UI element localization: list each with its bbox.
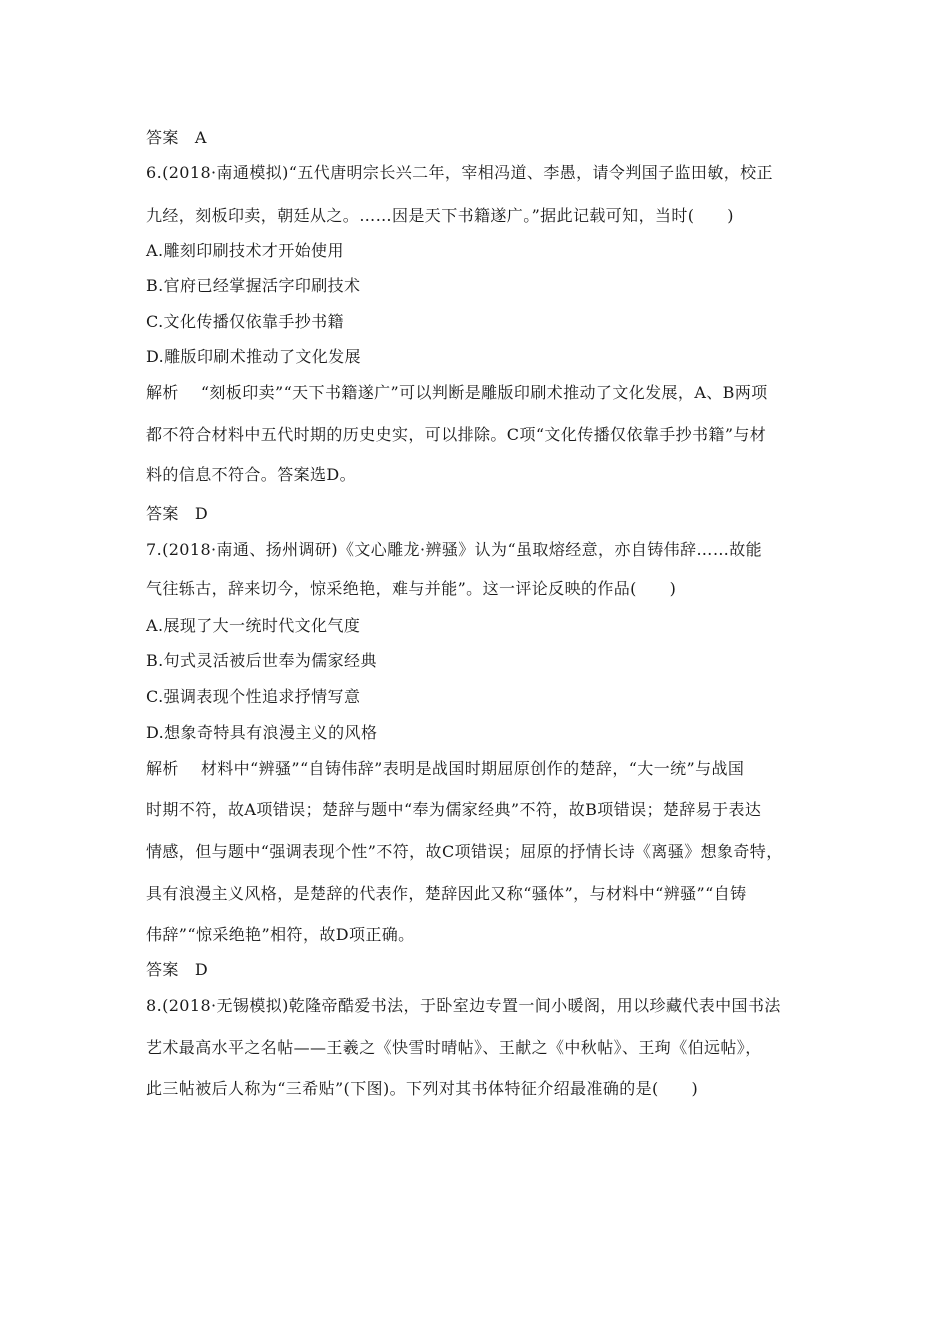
answer-label: 答案: [146, 504, 179, 523]
explanation-7-line-5: 伟辞”“惊采绝艳”相符，故D项正确。: [146, 925, 415, 944]
explanation-6-line-2: 都不符合材料中五代时期的历史史实，可以排除。C项“文化传播仅依靠手抄书籍”与材: [146, 425, 767, 444]
question-6-option-d: D.雕版印刷术推动了文化发展: [146, 347, 361, 366]
explanation-label: 解析: [146, 759, 179, 778]
explanation-7-line-3: 情感，但与题中“强调表现个性”不符，故C项错误；屈原的抒情长诗《离骚》想象奇特，: [146, 842, 783, 861]
answer-value: A: [194, 128, 207, 147]
question-6-option-c: C.文化传播仅依靠手抄书籍: [146, 312, 344, 331]
question-7-line-1: 7.(2018·南通、扬州调研)《文心雕龙·辨骚》认为“虽取熔经意，亦自铸伟辞……故能: [146, 540, 763, 559]
explanation-7-line-1: [146, 759, 744, 779]
explanation-label: 解析: [146, 383, 179, 402]
question-7-option-b: B.句式灵活被后世奉为儒家经典: [146, 651, 377, 670]
answer-5: [146, 128, 207, 148]
question-7-line-2: 气往轹古，辞来切今，惊采绝艳，难与并能”。这一评论反映的作品( ): [146, 579, 677, 598]
answer-value: D: [194, 504, 209, 523]
question-6-option-a: A.雕刻印刷技术才开始使用: [146, 241, 344, 260]
question-6-option-b: B.官府已经掌握活字印刷技术: [146, 276, 361, 295]
explanation-6-line-1: [146, 383, 768, 403]
question-6-line-1: 6.(2018·南通模拟)“五代唐明宗长兴二年，宰相冯道、李愚，请令判国子监田敏，校正: [146, 163, 773, 182]
answer-label: 答案: [146, 128, 179, 147]
question-8-line-2: 艺术最高水平之名帖——王羲之《快雪时晴帖》、王献之《中秋帖》、王珣《伯远帖》，: [146, 1038, 762, 1057]
answer-label: 答案: [146, 960, 179, 979]
answer-6: [146, 504, 208, 524]
explanation-text: “刻板印卖”“天下书籍遂广”可以判断是雕版印刷术推动了文化发展，A、B两项: [200, 383, 768, 402]
explanation-text: 材料中“辨骚”“自铸伟辞”表明是战国时期屈原创作的楚辞，“大一统”与战国: [200, 759, 745, 778]
question-7-option-c: C.强调表现个性追求抒情写意: [146, 687, 361, 706]
question-7-option-d: D.想象奇特具有浪漫主义的风格: [146, 723, 378, 742]
question-6-line-2: 九经，刻板印卖，朝廷从之。……因是天下书籍遂广。”据此记载可知，当时( ): [146, 206, 734, 225]
explanation-7-line-4: 具有浪漫主义风格，是楚辞的代表作，楚辞因此又称“骚体”，与材料中“辨骚”“自铸: [146, 884, 747, 903]
explanation-6-line-3: 料的信息不符合。答案选D。: [146, 465, 357, 484]
explanation-7-line-2: 时期不符，故A项错误；楚辞与题中“奉为儒家经典”不符，故B项错误；楚辞易于表达: [146, 800, 762, 819]
question-7-option-a: A.展现了大一统时代文化气度: [146, 616, 361, 635]
answer-value: D: [194, 960, 209, 979]
question-8-line-1: 8.(2018·无锡模拟)乾隆帝酷爱书法，于卧室边专置一间小暖阁，用以珍藏代表中国书法: [146, 996, 781, 1015]
question-8-line-3: 此三帖被后人称为“三希贴”(下图)。下列对其书体特征介绍最准确的是( ): [146, 1079, 699, 1098]
answer-7: [146, 960, 208, 980]
